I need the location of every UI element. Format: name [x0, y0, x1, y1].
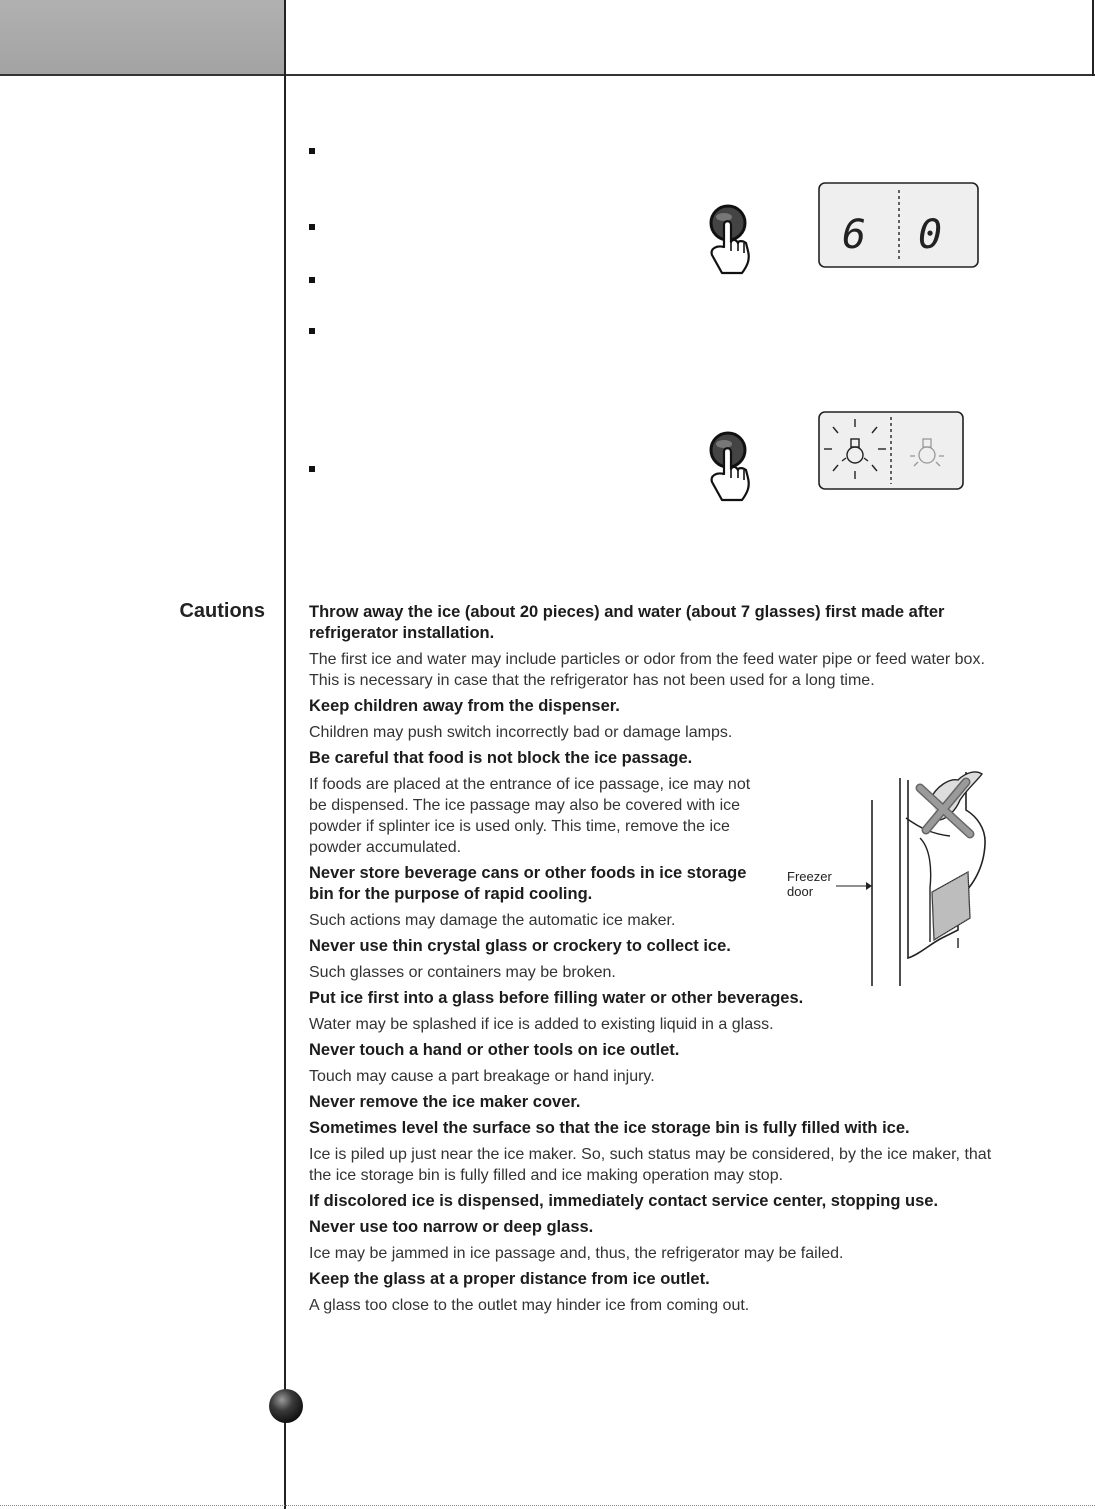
- lamp-display: [818, 411, 964, 490]
- display-left-digit: 6: [842, 212, 867, 258]
- page-marker: [269, 1389, 303, 1423]
- caution-title: Keep the glass at a proper distance from ice outlet.: [309, 1270, 710, 1288]
- caution-item: [309, 602, 1014, 691]
- caution-title: Never use thin crystal glass or crockery to collect ice.: [309, 937, 731, 955]
- caution-body: Ice is piled up just near the ice maker. So, such status may be considered, by the ice maker, that the ice storage bin is fully filled and ice making operation may stop.: [309, 1146, 992, 1184]
- caution-title: Sometimes level the surface so that the ice storage bin is fully filled with ice.: [309, 1119, 910, 1137]
- freezer-door-label: Freezer door: [787, 869, 832, 899]
- caution-title: If discolored ice is dispensed, immediately contact service center, stopping use.: [309, 1192, 939, 1210]
- temperature-display: [818, 182, 979, 268]
- caution-body: Touch may cause a part breakage or hand injury.: [309, 1068, 655, 1085]
- caution-body: Ice may be jammed in ice passage and, thus, the refrigerator may be failed.: [309, 1245, 844, 1262]
- caution-item: [309, 1217, 1014, 1264]
- bullet-marker: [309, 466, 315, 472]
- caution-body: Such actions may damage the automatic ice maker.: [309, 912, 676, 929]
- caution-item: [309, 696, 1014, 743]
- caution-body: The first ice and water may include particles or odor from the feed water pipe or feed water box. This is necessary in case that the refrigerator has not been used for a long time.: [309, 651, 985, 689]
- caution-body: Such glasses or containers may be broken.: [309, 964, 616, 981]
- page-bottom-rule: [0, 1505, 1095, 1506]
- press-button-icon: [700, 203, 760, 279]
- caution-body: A glass too close to the outlet may hinder ice from coming out.: [309, 1297, 750, 1314]
- caution-item: [309, 1118, 1014, 1186]
- caution-item: [309, 1269, 1014, 1316]
- caution-title: Never use too narrow or deep glass.: [309, 1218, 594, 1236]
- caution-title: Be careful that food is not block the ice passage.: [309, 749, 693, 767]
- caution-body: Water may be splashed if ice is added to existing liquid in a glass.: [309, 1016, 774, 1033]
- margin-rule: [284, 0, 286, 1509]
- caution-title: Put ice first into a glass before filling water or other beverages.: [309, 989, 804, 1007]
- caution-body: If foods are placed at the entrance of ice passage, ice may not be dispensed. The ice passage may also be covered with ice powder if splinter ice is used only. This time, remove the ice powder accumulated.: [309, 776, 751, 856]
- bullet-marker: [309, 328, 315, 334]
- caution-title: Keep children away from the dispenser.: [309, 697, 620, 715]
- cautions-heading: Cautions: [179, 600, 265, 622]
- caution-title: Never touch a hand or other tools on ice outlet.: [309, 1041, 680, 1059]
- header-right-edge: [1092, 0, 1094, 76]
- display-right-digit: 0: [918, 212, 943, 258]
- header-tab: [0, 0, 285, 74]
- caution-item: [309, 988, 1014, 1035]
- caution-title: Throw away the ice (about 20 pieces) and water (about 7 glasses) first made after refrigerator installation.: [309, 603, 945, 642]
- caution-body: Children may push switch incorrectly bad or damage lamps.: [309, 724, 733, 741]
- header-divider: [0, 74, 1095, 76]
- caution-item: [309, 1040, 1014, 1087]
- caution-title: Never store beverage cans or other foods in ice storage bin for the purpose of rapid cooling.: [309, 864, 747, 903]
- caution-item: [309, 1191, 1014, 1212]
- press-button-icon: [700, 430, 760, 506]
- bullet-marker: [309, 148, 315, 154]
- caution-item: [309, 1092, 1014, 1113]
- bullet-marker: [309, 224, 315, 230]
- bullet-marker: [309, 277, 315, 283]
- caution-title: Never remove the ice maker cover.: [309, 1093, 581, 1111]
